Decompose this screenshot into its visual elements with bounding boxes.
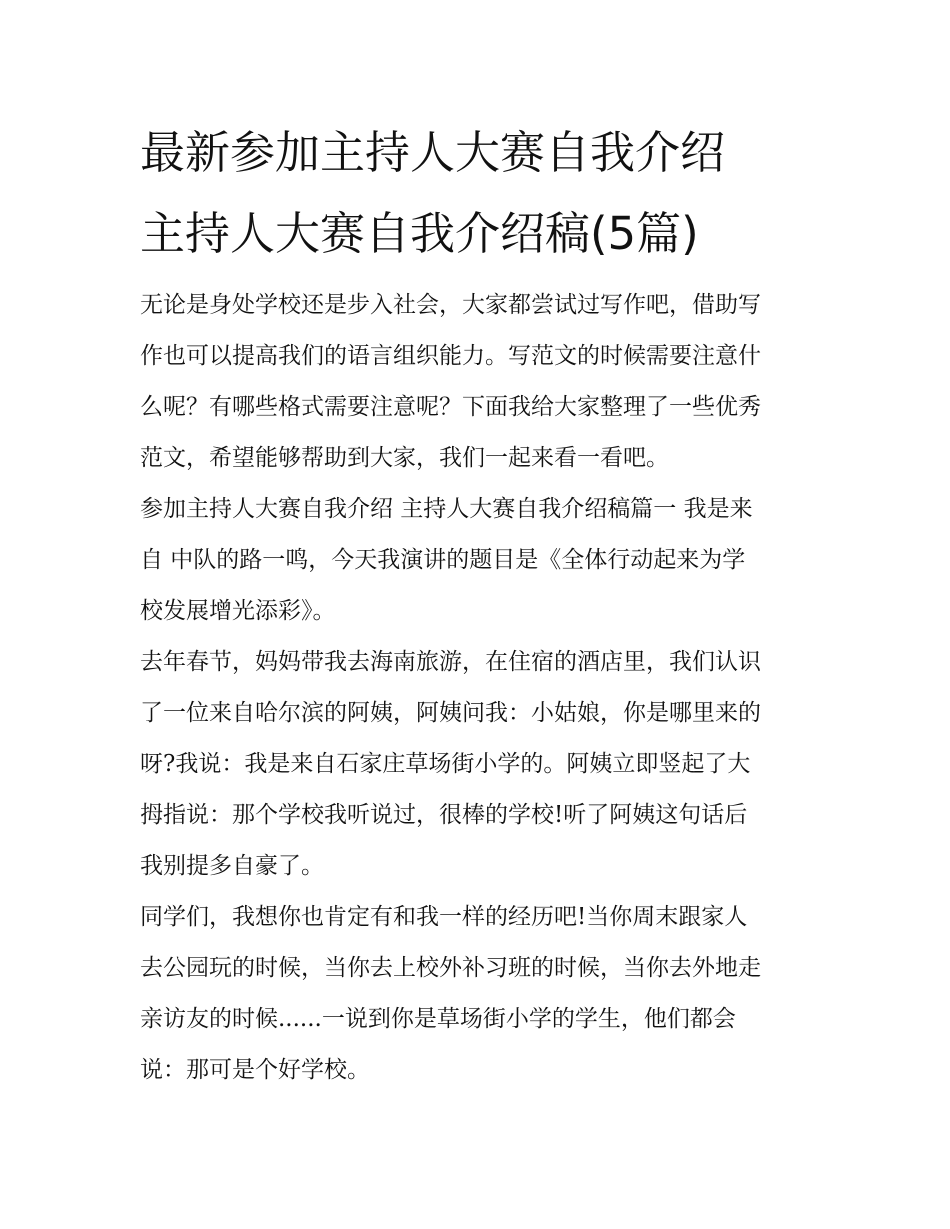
paragraph-line: 我别提多自豪了。	[140, 853, 324, 879]
paragraph-line: 同学们，我想你也肯定有和我一样的经历吧!当你周末跟家人	[140, 904, 748, 930]
paragraph-line: 亲访友的时候......一说到你是草场街小学的学生，他们都会	[140, 1006, 736, 1032]
paragraph-section-one	[140, 484, 820, 637]
document-title	[140, 112, 820, 274]
paragraph-line: 去公园玩的时候，当你去上校外补习班的时候，当你去外地走	[140, 955, 761, 981]
paragraph-line: 范文，希望能够帮助到大家，我们一起来看一看吧。	[140, 445, 669, 471]
paragraph-line: 了一位来自哈尔滨的阿姨，阿姨问我：小姑娘，你是哪里来的	[140, 700, 761, 726]
paragraph-line: 拇指说：那个学校我听说过，很棒的学校!听了阿姨这句话后	[140, 802, 748, 828]
paragraph-line: 么呢？有哪些格式需要注意呢？下面我给大家整理了一些优秀	[140, 394, 761, 420]
paragraph-line: 无论是身处学校还是步入社会，大家都尝试过写作吧，借助写	[140, 292, 761, 318]
document-body	[140, 112, 820, 1096]
paragraph-line: 呀?我说：我是来自石家庄草场街小学的。阿姨立即竖起了大	[140, 751, 751, 777]
paragraph-line: 去年春节，妈妈带我去海南旅游，在住宿的酒店里，我们认识	[140, 649, 761, 675]
title-line-1: 最新参加主持人大赛自我介绍	[140, 126, 726, 179]
paragraph-line: 参加主持人大赛自我介绍 主持人大赛自我介绍稿篇一 我是来	[140, 496, 753, 522]
paragraph-intro	[140, 280, 820, 484]
title-line-2: 主持人大赛自我介绍稿(5篇)	[140, 207, 699, 260]
paragraph-line: 自 中队的路一鸣，今天我演讲的题目是《全体行动起来为学	[140, 547, 746, 573]
paragraph-line: 作也可以提高我们的语言组织能力。写范文的时候需要注意什	[140, 343, 761, 369]
paragraph-classmates	[140, 892, 820, 1096]
paragraph-line: 校发展增光添彩》。	[140, 598, 336, 624]
paragraph-spring-festival	[140, 637, 820, 892]
paragraph-line: 说：那可是个好学校。	[140, 1057, 370, 1083]
